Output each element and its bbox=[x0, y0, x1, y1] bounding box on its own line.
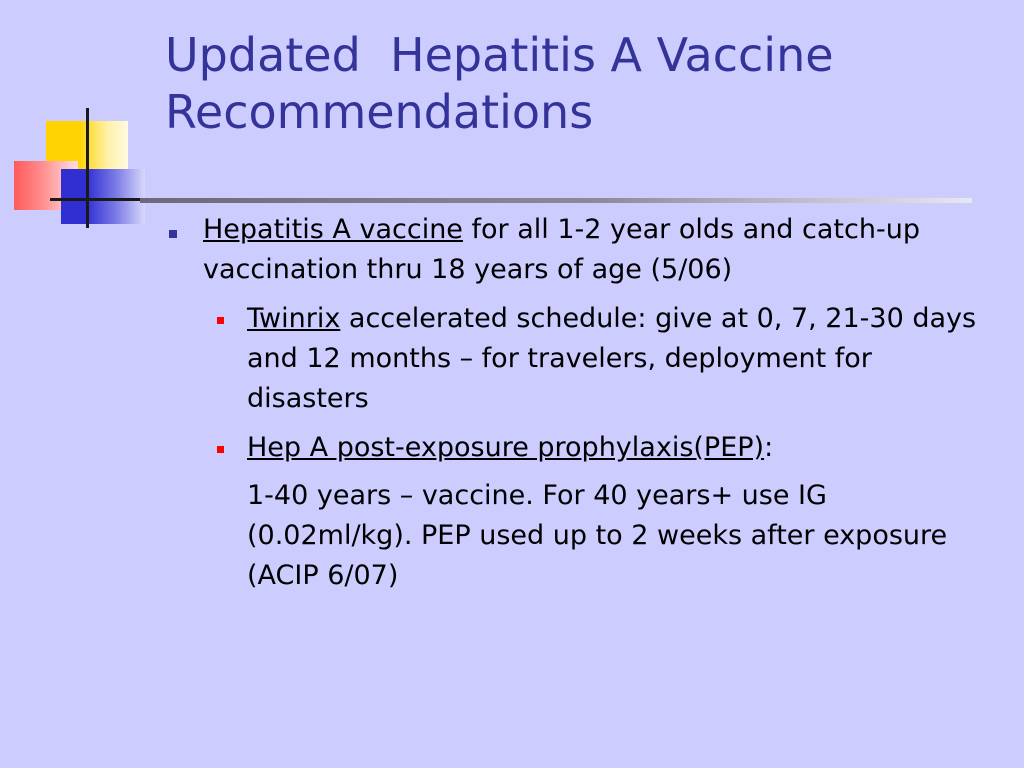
sub-bullet-text: accelerated schedule: give at 0, 7, 21-30 days and 12 months – for travelers, deployment for disasters bbox=[247, 303, 977, 414]
square-bullet-icon bbox=[169, 230, 177, 238]
sub-bullet-text: : bbox=[764, 432, 774, 463]
hepatitis-a-vaccine-link[interactable]: Hepatitis A vaccine bbox=[203, 214, 463, 245]
slide-title: Updated Hepatitis A Vaccine Recommendations bbox=[165, 28, 834, 139]
slide-body bbox=[160, 210, 980, 596]
hep-a-pep-link[interactable]: Hep A post-exposure prophylaxis(PEP) bbox=[247, 432, 765, 463]
sub-bullet-twinrix bbox=[247, 299, 980, 419]
logo-vertical-line bbox=[86, 108, 89, 228]
twinrix-link[interactable]: Twinrix bbox=[247, 303, 341, 334]
logo-horizontal-line bbox=[50, 198, 146, 201]
bullet-hepatitis-a-vaccine bbox=[203, 210, 980, 290]
blue-square bbox=[61, 169, 145, 224]
pep-detail-paragraph: 1-40 years – vaccine. For 40 years+ use IG (0.02ml/kg). PEP used up to 2 weeks after exposure (ACIP 6/07) bbox=[247, 480, 948, 591]
bullet-text: for all 1-2 year olds and catch-up vaccination thru 18 years of age (5/06) bbox=[203, 214, 920, 285]
sub-bullet-hep-a-pep bbox=[247, 428, 980, 468]
decorative-squares-logo bbox=[0, 0, 160, 240]
title-divider bbox=[140, 198, 972, 203]
square-bullet-icon bbox=[217, 317, 224, 324]
square-bullet-icon bbox=[217, 446, 224, 453]
